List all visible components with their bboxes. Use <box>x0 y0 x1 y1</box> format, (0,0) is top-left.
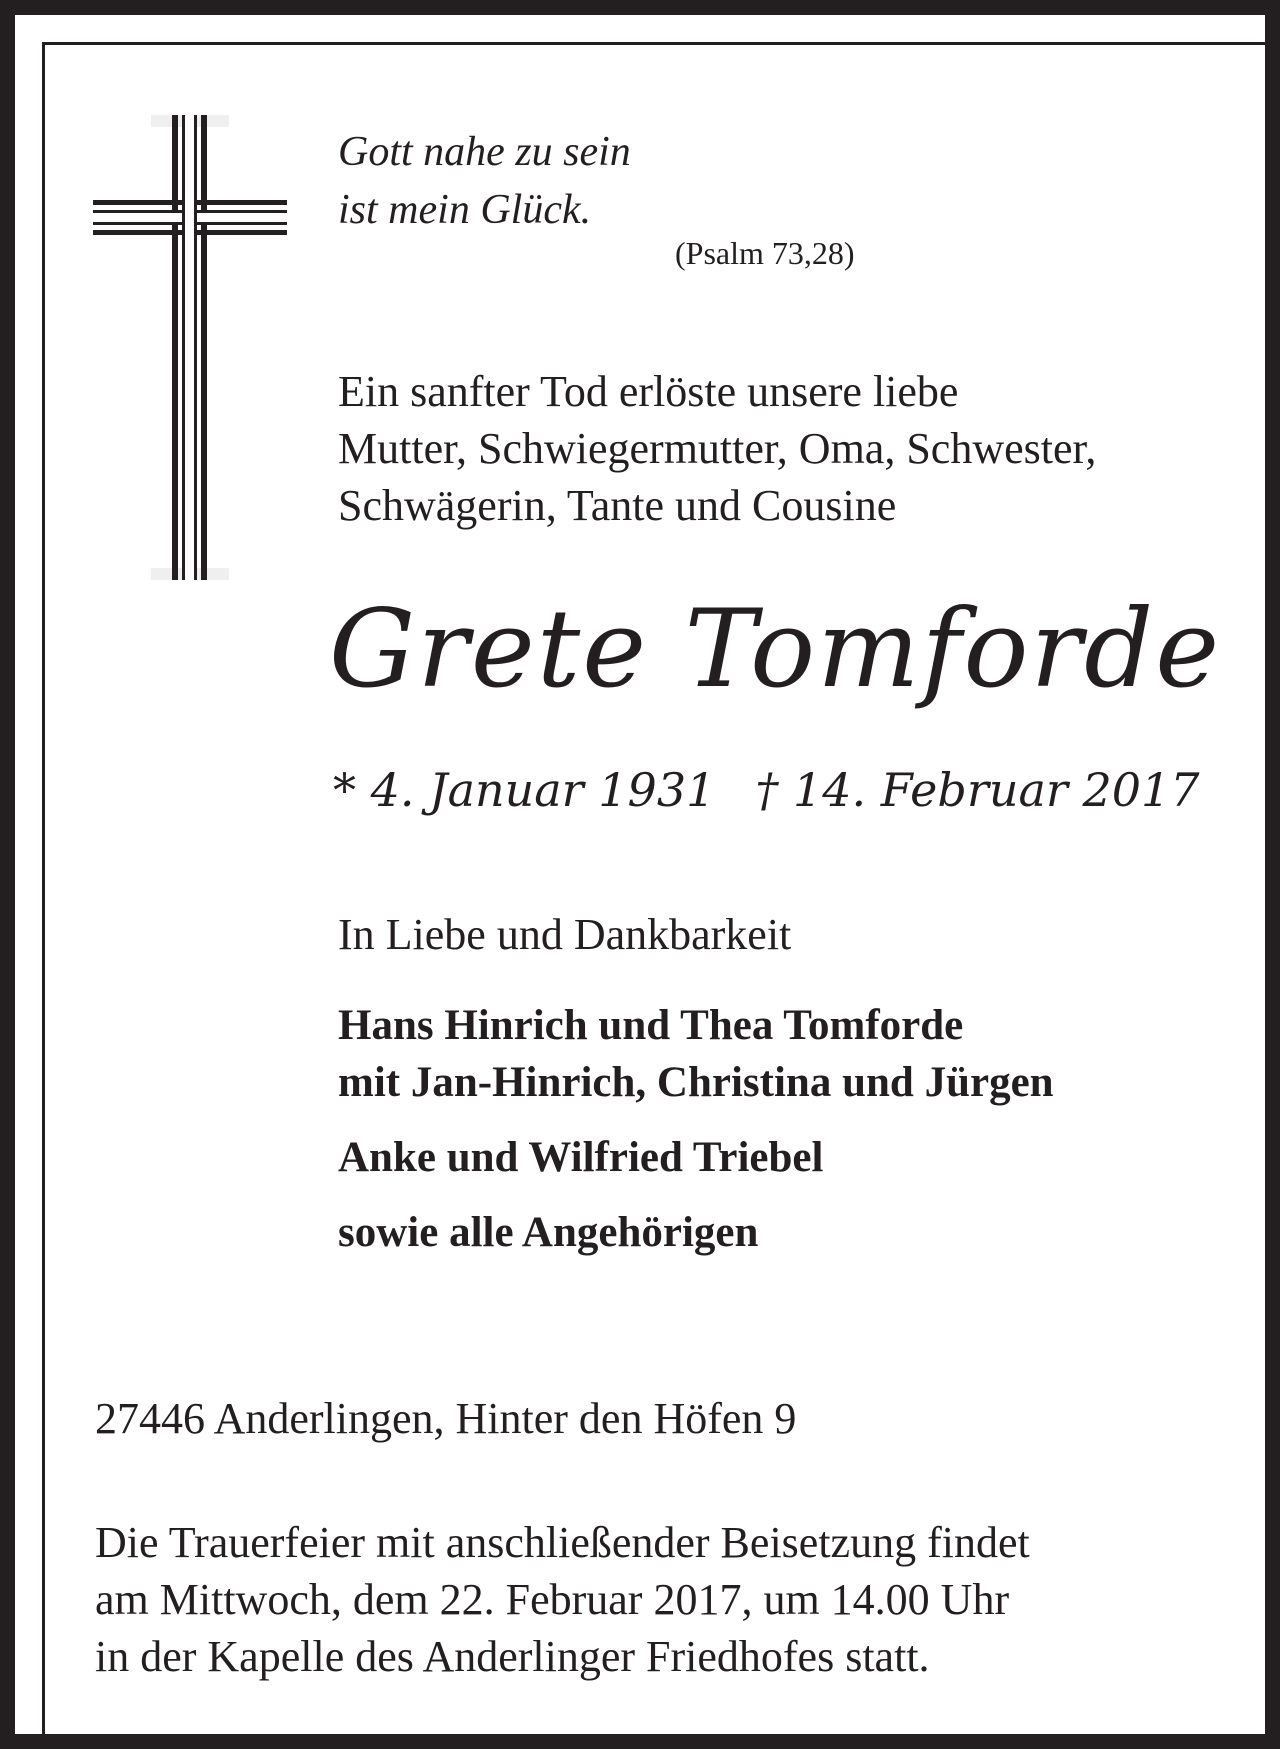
mourner-line-4: sowie alle Angehörigen <box>338 1209 759 1256</box>
life-dates <box>333 760 1200 820</box>
address-line: 27446 Anderlingen, Hinter den Höfen 9 <box>95 1394 797 1443</box>
motto-line-1: Gott nahe zu sein <box>338 129 631 175</box>
ceremony-notice <box>95 1514 1030 1685</box>
mourner-line-3: Anke und Wilfried Triebel <box>338 1134 824 1181</box>
motto-line-2: ist mein Glück. <box>338 187 592 233</box>
psalm-reference: (Psalm 73,28) <box>675 235 855 271</box>
deceased-name: Grete Tomforde <box>329 587 1222 712</box>
cross-icon <box>93 115 287 580</box>
intro-line-3: Schwägerin, Tante und Cousine <box>338 481 897 530</box>
ceremony-line-1: Die Trauerfeier mit anschließender Beisetzung findet <box>95 1518 1030 1567</box>
thanks-line: In Liebe und Dankbarkeit <box>338 910 792 959</box>
ceremony-line-3: in der Kapelle des Anderlinger Friedhofes statt. <box>95 1632 930 1681</box>
birth-date: * 4. Januar 1931 <box>333 763 716 817</box>
death-date: † 14. Februar 2017 <box>755 763 1200 817</box>
motto-verse <box>338 123 631 239</box>
intro-line-2: Mutter, Schwiegermutter, Oma, Schwester, <box>338 424 1097 473</box>
ceremony-line-2: am Mittwoch, dem 22. Februar 2017, um 14.00 Uhr <box>95 1575 1010 1624</box>
mourner-line-2: mit Jan-Hinrich, Christina und Jürgen <box>338 1059 1054 1106</box>
intro-line-1: Ein sanfter Tod erlöste unsere liebe <box>338 367 959 416</box>
mourners-list <box>338 997 1054 1261</box>
intro-text <box>338 363 1096 534</box>
mourner-line-1: Hans Hinrich und Thea Tomforde <box>338 1002 964 1049</box>
